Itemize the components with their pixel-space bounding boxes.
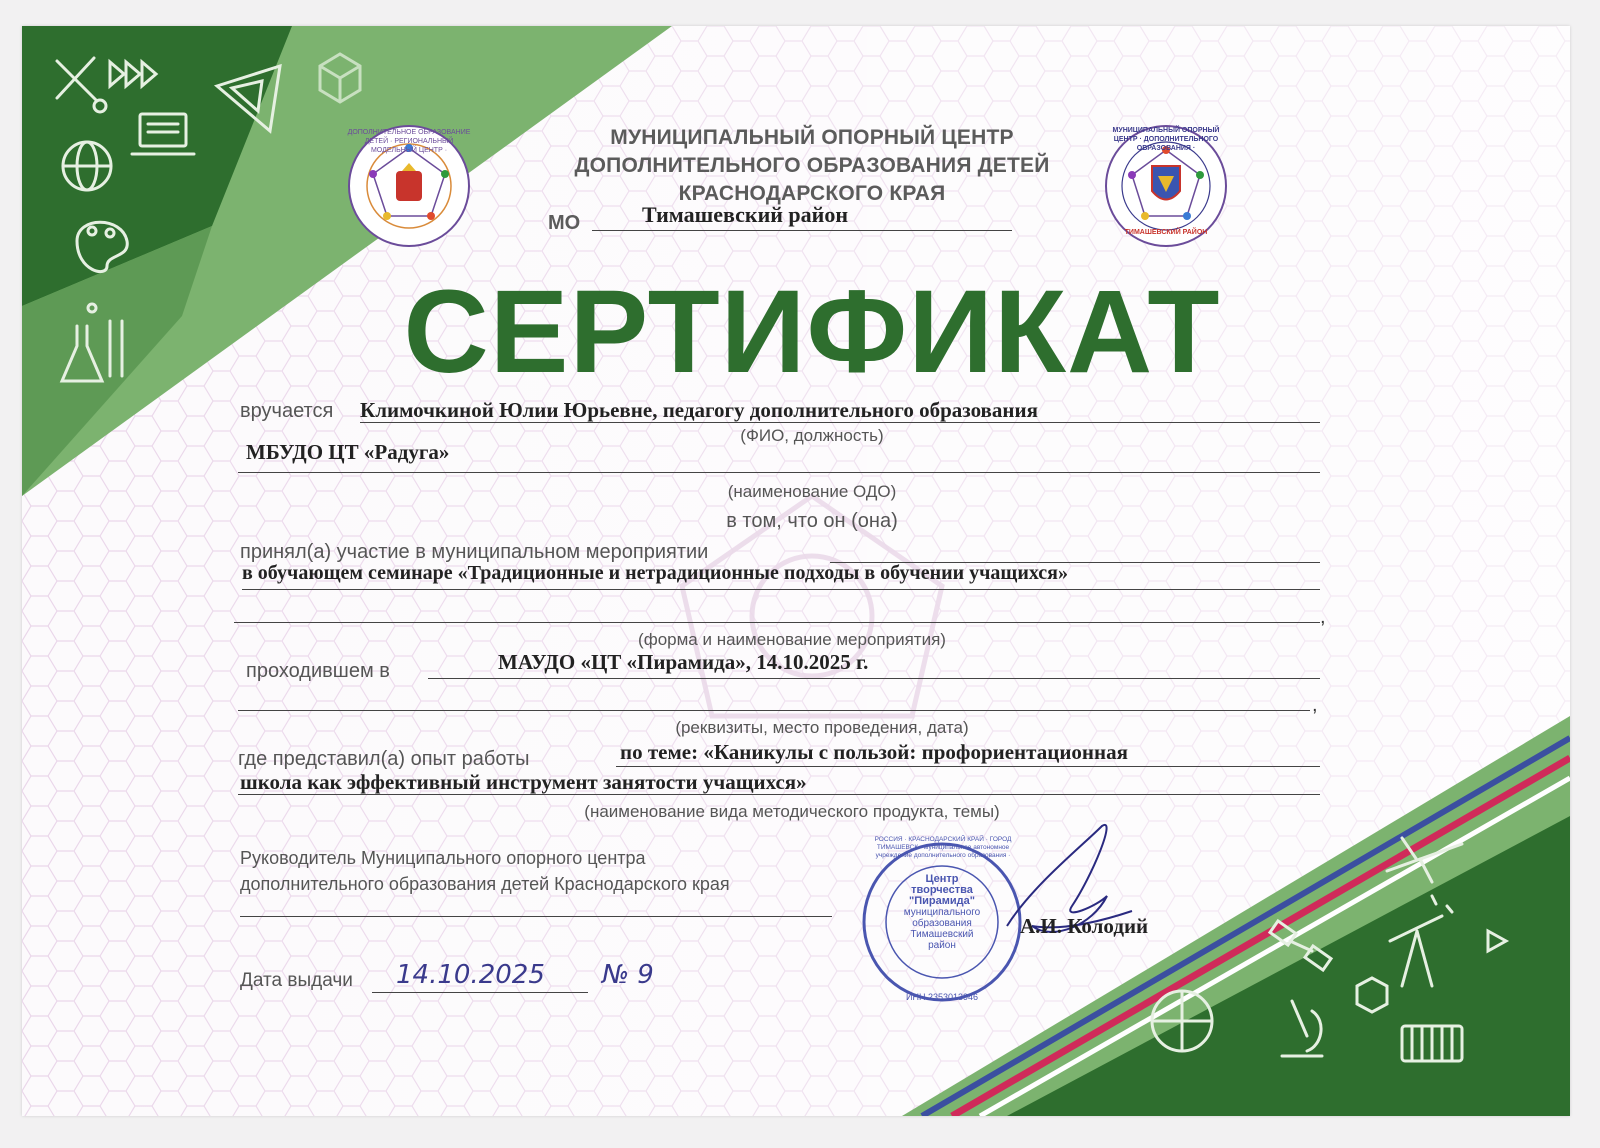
- stamp-center: [890, 874, 994, 951]
- mo-label: МО: [548, 212, 581, 234]
- awarded-caption: (ФИО, должность): [740, 426, 884, 445]
- header-line-1: МУНИЦИПАЛЬНЫЙ ОПОРНЫЙ ЦЕНТР: [610, 126, 1014, 149]
- presented-value-1: по теме: «Каникулы с пользой: профориентационная: [620, 740, 1128, 764]
- event-caption: (форма и наименование мероприятия): [638, 630, 946, 649]
- certificate-sheet: [22, 26, 1570, 1116]
- presented-caption: (наименование вида методического продукта, темы): [584, 802, 1000, 821]
- stamp-center-1: Центр: [925, 873, 959, 885]
- stamp-center-4: муниципального: [903, 907, 981, 918]
- stamp-center-5: образования: [912, 918, 972, 929]
- header-line-3: КРАСНОДАРСКОГО КРАЯ: [678, 182, 946, 205]
- issue-date-label: Дата выдачи: [240, 970, 353, 991]
- left-emblem-text: ДОПОЛНИТЕЛЬНОЕ ОБРАЗОВАНИЕ ДЕТЕЙ · РЕГИОНАЛЬНЫЙ МОДЕЛЬНЫЙ ЦЕНТР ·: [347, 129, 471, 154]
- event-value: в обучающем семинаре «Традиционные и нетрадиционные подходы в обучении учащихся»: [242, 562, 1068, 584]
- comma-2: ,: [1312, 694, 1318, 716]
- certificate-title: СЕРТИФИКАТ: [403, 266, 1221, 398]
- awarded-label: вручается: [240, 400, 334, 422]
- presented-value-2: школа как эффективный инструмент занятости учащихся»: [240, 770, 807, 794]
- head-line-2: дополнительного образования детей Краснодарского края: [240, 874, 730, 894]
- org-caption: (наименование ОДО): [727, 482, 897, 501]
- stamp-inn: ИНН 2353013946: [905, 992, 979, 1002]
- stamp-center-2: творчества: [911, 884, 973, 896]
- held-value: МАУДО «ЦТ «Пирамида», 14.10.2025 г.: [498, 650, 869, 674]
- presented-label: где представил(а) опыт работы: [238, 748, 530, 770]
- issue-date-value: 14.10.2025: [396, 960, 545, 990]
- head-line-1: Руководитель Муниципального опорного центра: [240, 848, 646, 868]
- basketball-icon: [1152, 991, 1212, 1051]
- comma-1: ,: [1320, 606, 1326, 628]
- held-caption: (реквизиты, место проведения, дата): [675, 718, 969, 737]
- stamp-center-3: "Пирамида": [909, 895, 975, 907]
- header-line-2: ДОПОЛНИТЕЛЬНОГО ОБРАЗОВАНИЯ ДЕТЕЙ: [574, 154, 1050, 177]
- stamp-center-6: Тимашевский: [910, 929, 974, 940]
- stamp-ring-text: РОССИЯ · КРАСНОДАРСКИЙ КРАЙ · ГОРОД ТИМАШЕВСК · муниципальное автономное учреждение дополнительного образования ·: [874, 836, 1012, 859]
- org-value: МБУДО ЦТ «Радуга»: [246, 440, 450, 464]
- held-label: проходившем в: [246, 660, 390, 682]
- piano-icon: [1402, 1026, 1462, 1061]
- awarded-value: Климочкиной Юлии Юрьевне, педагогу дополнительного образования: [360, 398, 1038, 422]
- stamp-center-7: район: [928, 940, 956, 951]
- that-text: в том, что он (она): [726, 510, 898, 532]
- signer-name: А.И. Колодий: [1020, 914, 1149, 938]
- right-emblem-text: МУНИЦИПАЛЬНЫЙ ОПОРНЫЙ ЦЕНТР · ДОПОЛНИТЕЛЬНОГО ОБРАЗОВАНИЯ ·: [1112, 127, 1220, 152]
- right-emblem-subtext: ТИМАШЕВСКИЙ РАЙОН: [1124, 229, 1208, 236]
- mo-value: Тимашевский район: [642, 202, 849, 227]
- issue-number-value: № 9: [602, 960, 654, 990]
- participated-label: принял(а) участие в муниципальном мероприятии: [240, 541, 709, 563]
